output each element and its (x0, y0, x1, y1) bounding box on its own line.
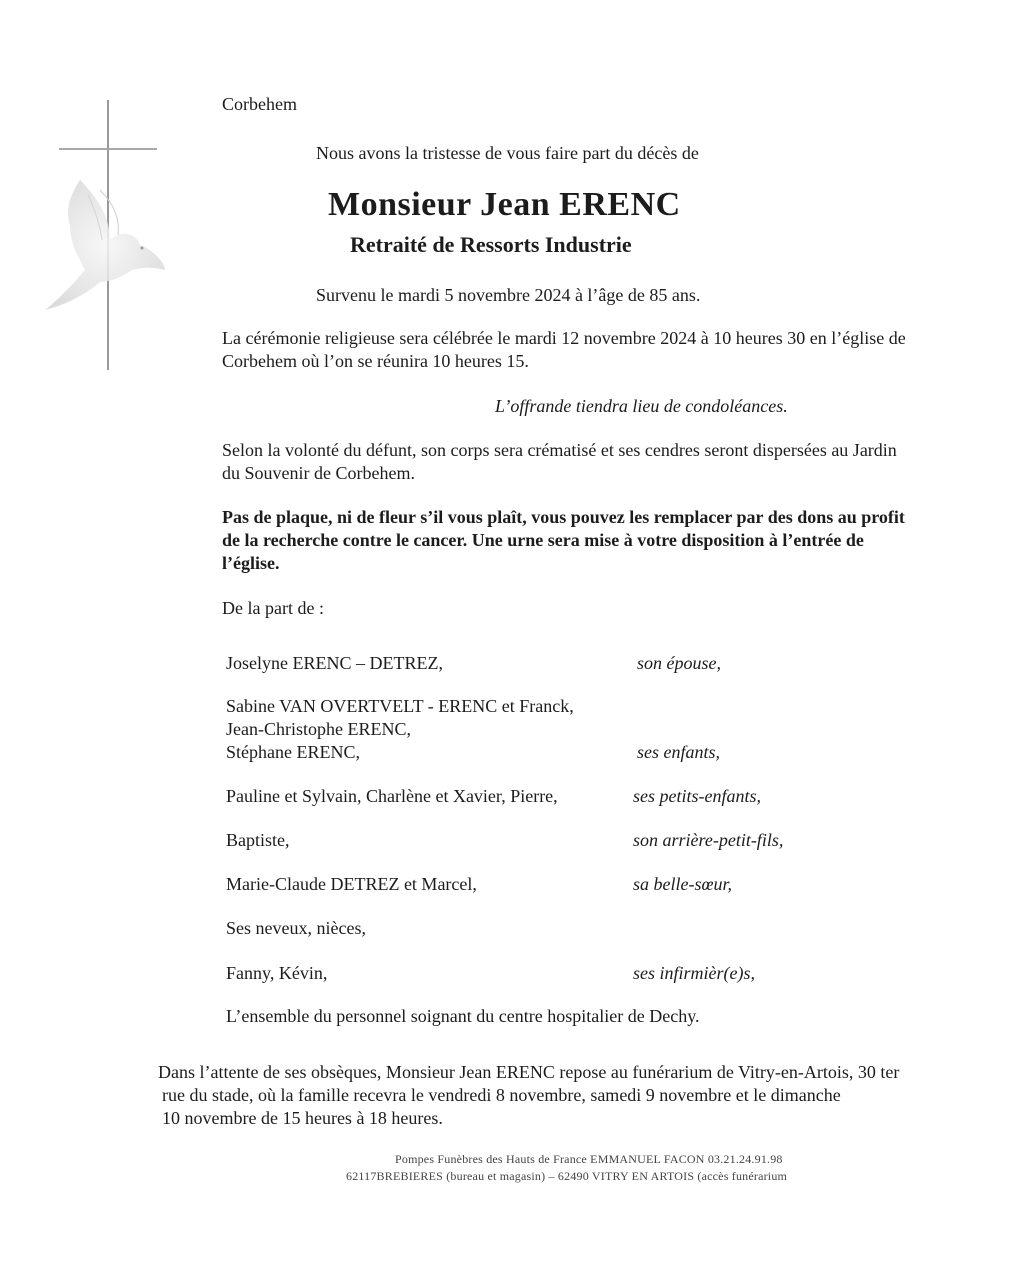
family-relation: ses petits-enfants, (633, 786, 761, 806)
cross-horizontal-bar (59, 148, 157, 150)
family-name: Fanny, Kévin, (226, 963, 328, 983)
family-relation: sa belle-sœur, (633, 874, 732, 894)
dove-icon (40, 170, 170, 320)
family-name: Sabine VAN OVERTVELT - ERENC et Franck, (226, 696, 574, 716)
no-flowers-line-1: Pas de plaque, ni de fleur s’il vous plaît, vous pouvez les remplacer par des dons au profit (222, 507, 905, 527)
offering-note: L’offrande tiendra lieu de condoléances. (495, 396, 788, 416)
cremation-line-2: du Souvenir de Corbehem. (222, 463, 415, 483)
ceremony-line-1: La cérémonie religieuse sera célébrée le mardi 12 novembre 2024 à 10 heures 30 en l’église de (222, 328, 906, 348)
funeral-home-line-2: rue du stade, où la famille recevra le vendredi 8 novembre, samedi 9 novembre et le dimanche (162, 1085, 841, 1105)
footer-line-2: 62117BREBIERES (bureau et magasin) – 62490 VITRY EN ARTOIS (accès funérarium (346, 1169, 788, 1183)
deceased-occupation: Retraité de Ressorts Industrie (350, 232, 632, 257)
family-relation: son arrière-petit-fils, (633, 830, 784, 850)
staff-note: L’ensemble du personnel soignant du centre hospitalier de Dechy. (226, 1006, 700, 1026)
funeral-home-line-1: Dans l’attente de ses obsèques, Monsieur Jean ERENC repose au funérarium de Vitry-en-Artois, 30 ter (158, 1062, 900, 1082)
family-name: Stéphane ERENC, (226, 742, 360, 762)
family-name: Ses neveux, nièces, (226, 918, 366, 938)
death-notice: Survenu le mardi 5 novembre 2024 à l’âge de 85 ans. (316, 285, 701, 305)
family-name: Marie-Claude DETREZ et Marcel, (226, 874, 477, 894)
family-name: Jean-Christophe ERENC, (226, 719, 411, 739)
family-relation: ses infirmièr(e)s, (633, 963, 755, 983)
footer-line-1: Pompes Funèbres des Hauts de France EMMANUEL FACON 03.21.24.91.98 (395, 1152, 783, 1166)
intro-text: Nous avons la tristesse de vous faire part du décès de (316, 143, 699, 163)
funeral-home-line-3: 10 novembre de 15 heures à 18 heures. (162, 1108, 443, 1128)
family-name: Joselyne ERENC – DETREZ, (226, 653, 443, 673)
from-label: De la part de : (222, 598, 324, 618)
cremation-line-1: Selon la volonté du défunt, son corps sera crématisé et ses cendres seront dispersées au Jardin (222, 440, 897, 460)
ceremony-line-2: Corbehem où l’on se réunira 10 heures 15. (222, 351, 529, 371)
location-label: Corbehem (222, 94, 297, 114)
no-flowers-line-3: l’église. (222, 553, 280, 573)
no-flowers-line-2: de la recherche contre le cancer. Une urne sera mise à votre disposition à l’entrée de (222, 530, 864, 550)
family-name: Pauline et Sylvain, Charlène et Xavier, Pierre, (226, 786, 558, 806)
deceased-name: Monsieur Jean ERENC (328, 186, 681, 223)
family-relation: ses enfants, (637, 742, 720, 762)
family-relation: son épouse, (637, 653, 721, 673)
family-name: Baptiste, (226, 830, 290, 850)
